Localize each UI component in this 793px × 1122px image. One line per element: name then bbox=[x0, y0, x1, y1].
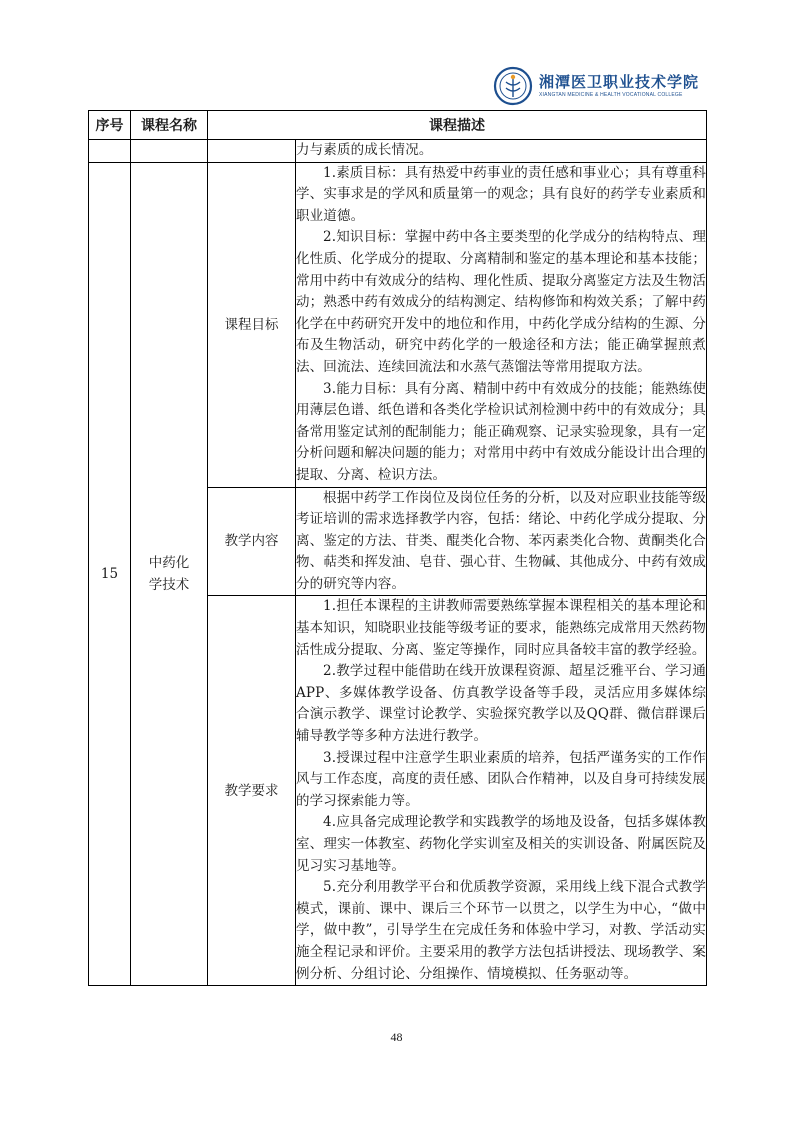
continued-label-cell bbox=[208, 140, 296, 163]
requirement-3: 3.授课过程中注意学生职业素质的培养，包括严谨务实的工作作风与工作态度，高度的责任感、团队合作精神，以及自身可持续发展的学习探索能力等。 bbox=[296, 749, 706, 809]
course-table bbox=[88, 110, 707, 986]
header-course-desc: 课程描述 bbox=[208, 111, 707, 140]
requirements-cell bbox=[296, 596, 707, 986]
school-emblem-icon bbox=[493, 66, 533, 106]
continued-row bbox=[89, 140, 707, 163]
requirement-1: 1.担任本课程的主讲教师需要熟练掌握本课程相关的基本理论和基本知识，知晓职业技能等级考证的要求，能熟练完成常用天然药物活性成分提取、分离、鉴定等操作，同时应具备较丰富的教学经验。 bbox=[296, 598, 706, 658]
requirement-5: 5.充分利用教学平台和优质教学资源，采用线上线下混合式教学模式，课前、课中、课后三个环节一以贯之，以学生为中心，“做中学，做中教”，引导学生在完成任务和体验中学习，对教、学活动实施全程记录和评价。主要采用的教学方法包括讲授法、现场教学、案例分析、分组讨论、分组操作、情境模拟、任务驱动等。 bbox=[296, 879, 706, 982]
continued-text: 力与素质的成长情况。 bbox=[296, 142, 433, 158]
requirement-4: 4.应具备完成理论教学和实践教学的场地及设备，包括多媒体教室、理实一体教室、药物化学实训室及相关的实训设备、附属医院及见习实习基地等。 bbox=[296, 814, 706, 874]
row-index: 15 bbox=[89, 162, 131, 986]
objective-knowledge: 2.知识目标：掌握中药中各主要类型的化学成分的结构特点、理化性质、化学成分的提取、分离精制和鉴定的基本理论和基本技能；常用中药中有效成分的结构、理化性质、提取分离鉴定方法及生物活动；熟悉中药有效成分的结构测定、结构修饰和构效关系；了解中药化学在中药研究开发中的地位和作用，中药化学成分结构的生源、分布及生物活动，研究中药化学的一般途径和方法；能正确掌握煎煮法、回流法、连续回流法和水蒸气蒸馏法等常用提取方法。 bbox=[296, 229, 706, 375]
objectives-cell bbox=[296, 162, 707, 487]
header-course-name: 课程名称 bbox=[131, 111, 208, 140]
content-text: 根据中药学工作岗位及岗位任务的分析，以及对应职业技能等级考证培训的需求选择教学内容，包括：绪论、中药化学成分提取、分离、鉴定的方法、苷类、醌类化合物、苯丙素类化合物、黄酮类化合物、萜类和挥发油、皂苷、强心苷、生物碱、其他成分、中药有效成分的研究等内容。 bbox=[296, 489, 706, 592]
page-number: 48 bbox=[390, 1030, 403, 1044]
continued-name-cell bbox=[131, 140, 208, 163]
continued-index-cell bbox=[89, 140, 131, 163]
requirement-2: 2.教学过程中能借助在线开放课程资源、超星泛雅平台、学习通APP、多媒体教学设备、仿真教学设备等手段，灵活应用多媒体综合演示教学、课堂讨论教学、实验探究教学以及QQ群、微信群课后辅导教学等多种方法进行教学。 bbox=[296, 663, 706, 745]
table-row bbox=[89, 162, 707, 487]
content-label: 教学内容 bbox=[208, 487, 296, 596]
objective-ability: 3.能力目标：具有分离、精制中药中有效成分的技能；能熟练使用薄层色谱、纸色谱和各类化学检识试剂检测中药中的有效成分；具备常用鉴定试剂的配制能力；能正确观察、记录实验现象，具有一定分析问题和解决问题的能力；对常用中药中有效成分能设计出合理的提取、分离、检识方法。 bbox=[296, 380, 706, 483]
page-header bbox=[88, 60, 705, 108]
school-name-en: XIANGTAN MEDICINE & HEALTH VOCATIONAL COLLEGE bbox=[538, 92, 683, 98]
table-header-row bbox=[89, 111, 707, 140]
row-course-name: 中药化学技术 bbox=[131, 162, 208, 986]
content-cell bbox=[296, 487, 707, 596]
objectives-label: 课程目标 bbox=[208, 162, 296, 487]
school-name-cn: 湘潭医卫职业技术学院 bbox=[538, 73, 699, 91]
continued-desc-cell bbox=[296, 140, 707, 163]
objective-quality: 1.素质目标：具有热爱中药事业的责任感和事业心；具有尊重科学、实事求是的学风和质量第一的观念；具有良好的药学专业素质和职业道德。 bbox=[296, 164, 706, 224]
school-logo bbox=[493, 66, 699, 106]
header-index: 序号 bbox=[89, 111, 131, 140]
requirements-label: 教学要求 bbox=[208, 596, 296, 986]
